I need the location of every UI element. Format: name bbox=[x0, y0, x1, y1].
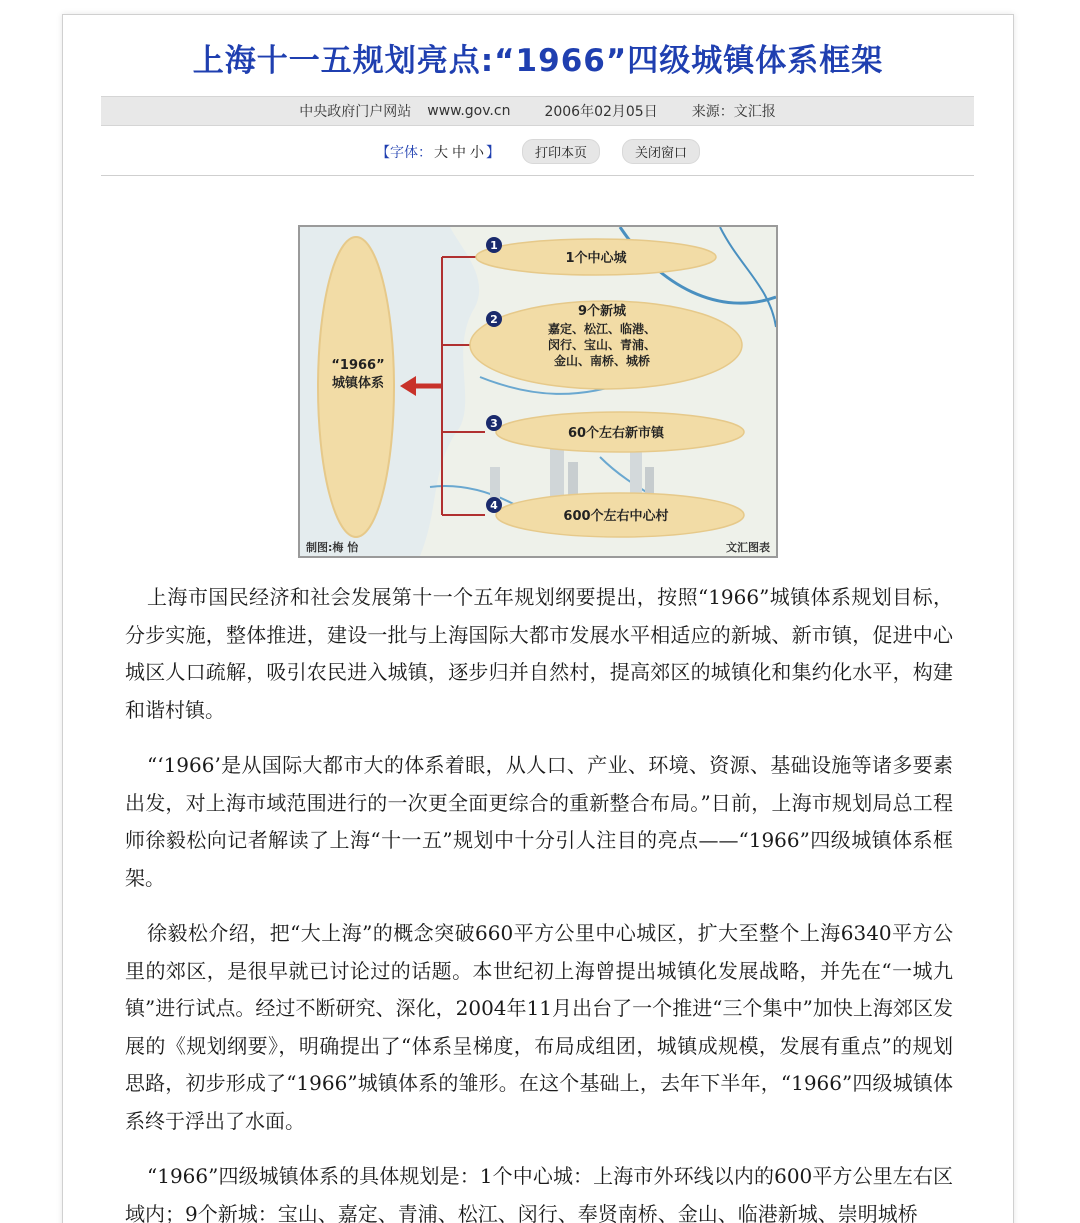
tier-1-number: 1 bbox=[490, 239, 498, 252]
tier-2-title: 9个新城 bbox=[577, 304, 627, 319]
source-label: 来源：文汇报 bbox=[691, 104, 776, 120]
article-frame bbox=[62, 14, 1014, 1223]
font-medium-button[interactable]: 中 bbox=[451, 144, 466, 161]
tier-3-label: 60个左右新市镇 bbox=[567, 426, 665, 441]
publish-date: 2006年02月05日 bbox=[544, 104, 658, 120]
article-body bbox=[125, 579, 953, 1223]
credit-right: 文汇图表 bbox=[726, 541, 770, 554]
paragraph-2: “‘1966’是从国际大都市大的体系着眼，从人口、产业、环境、资源、基础设施等诸多要素出发，对上海市域范围进行的一次更全面更综合的重新整合布局。”日前，上海市规划局总工程师徐毅松向记者解读了上海“十一五”规划中十分引人注目的亮点——“1966”四级城镇体系框架。 bbox=[125, 753, 953, 890]
font-size-prefix: 【字体： bbox=[375, 144, 432, 161]
credit-left: 制图:梅 怡 bbox=[306, 541, 359, 554]
font-size-suffix: 】 bbox=[485, 144, 500, 161]
tier-4-number: 4 bbox=[490, 499, 498, 512]
tier-3-number: 3 bbox=[490, 417, 498, 430]
toolbar bbox=[63, 139, 1013, 164]
infographic-image bbox=[298, 225, 778, 558]
site-url[interactable]: www.gov.cn bbox=[427, 103, 511, 119]
divider bbox=[101, 175, 974, 176]
tier-2-line-1: 嘉定、松江、临港、 bbox=[547, 322, 657, 336]
site-name: 中央政府门户网站 bbox=[299, 104, 412, 120]
font-size-selector bbox=[376, 142, 500, 162]
page-title: 上海十一五规划亮点:“1966”四级城镇体系框架 bbox=[192, 43, 884, 79]
paragraph-3: 徐毅松介绍，把“大上海”的概念突破660平方公里中心城区，扩大至整个上海6340平方公里的郊区，是很早就已讨论过的话题。本世纪初上海曾提出城镇化发展战略，并先在“一城九镇”进行试点。经过不断研究、深化，2004年11月出台了一个推进“三个集中”加快上海郊区发展的《规划纲要》，明确提出了“体系呈梯度，布局成组团，城镇成规模，发展有重点”的规划思路，初步形成了“1966”城镇体系的雏形。在这个基础上，去年下半年，“1966”四级城镇体系终于浮出了水面。 bbox=[125, 921, 953, 1133]
paragraph-4: “1966”四级城镇体系的具体规划是：1个中心城：上海市外环线以内的600平方公里左右区域内；9个新城：宝山、嘉定、青浦、松江、闵行、奉贤南桥、金山、临港新城、崇明城桥 bbox=[125, 1164, 953, 1223]
system-label-line2: 城镇体系 bbox=[331, 376, 385, 391]
infographic-svg bbox=[300, 227, 776, 556]
tier-2-line-3: 金山、南桥、城桥 bbox=[553, 354, 651, 368]
paragraph-1: 上海市国民经济和社会发展第十一个五年规划纲要提出，按照“1966”城镇体系规划目标，分步实施，整体推进，建设一批与上海国际大都市发展水平相适应的新城、新市镇，促进中心城区人口疏解，吸引农民进入城镇，逐步归并自然村，提高郊区的城镇化和集约化水平，构建和谐村镇。 bbox=[125, 585, 953, 722]
tier-1-label: 1个中心城 bbox=[565, 251, 627, 266]
meta-bar bbox=[101, 96, 974, 126]
system-label-line1: “1966” bbox=[331, 358, 385, 373]
print-button[interactable]: 打印本页 bbox=[522, 139, 600, 164]
font-large-button[interactable]: 大 bbox=[433, 144, 448, 161]
tier-2-number: 2 bbox=[490, 313, 498, 326]
font-small-button[interactable]: 小 bbox=[469, 144, 484, 161]
tier-4-label: 600个左右中心村 bbox=[563, 509, 669, 524]
close-window-button[interactable]: 关闭窗口 bbox=[622, 139, 700, 164]
tier-2-line-2: 闵行、宝山、青浦、 bbox=[547, 338, 657, 352]
